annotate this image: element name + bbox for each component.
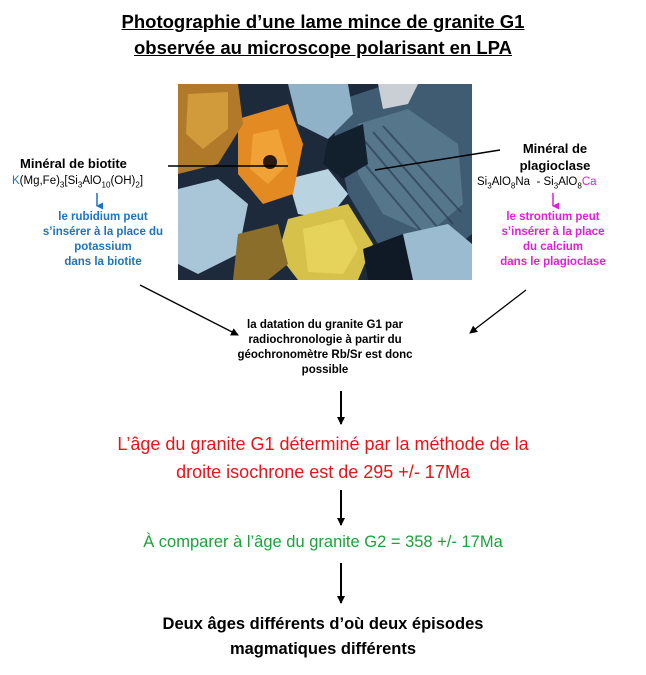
right-diagonal-arrow	[470, 290, 526, 333]
plagioclase-formula-part-4: AlO	[558, 176, 578, 188]
biotite-note-line-1: le rubidium peut	[58, 211, 148, 223]
plagioclase-formula-part-2: AlO	[491, 176, 511, 188]
biotite-formula-part-5: ]	[139, 175, 144, 187]
conclusion-line-1: Deux âges différents d’où deux épisodes	[162, 615, 484, 633]
plagioclase-label-line-1: Minéral de	[522, 141, 588, 156]
age-g1-line-2: droite isochrone est de 295 +/- 17Ma	[176, 462, 470, 482]
plagioclase-formula-ca: Ca	[581, 176, 597, 188]
biotite-note-line-4: dans la biotite	[64, 256, 142, 268]
biotite-formula-part-4: (OH)	[110, 175, 136, 187]
plagioclase-formula-sub-4: 8	[577, 181, 582, 191]
plagioclase-note-line-4: dans le plagioclase	[500, 256, 606, 268]
biotite-note-line-2: s’insérer à la place du	[42, 226, 164, 238]
biotite-formula-part-1: (Mg,Fe)	[19, 175, 60, 187]
biotite-formula-part-3: AlO	[82, 175, 102, 187]
biotite-formula-k: K	[12, 175, 20, 187]
biotite-formula-part-2: [Si	[64, 175, 78, 187]
age-g2-text: À comparer à l’âge du granite G2 = 358 +/- 17Ma	[143, 533, 503, 551]
plagioclase-label-line-2: plagioclase	[519, 158, 591, 173]
dating-line-4: possible	[301, 364, 349, 376]
plagioclase-note-line-2: s’insérer à la place	[501, 226, 605, 238]
plagioclase-formula-sub-1: 3	[487, 181, 492, 191]
plagioclase-note-line-3: du calcium	[522, 241, 584, 253]
plagioclase-pointer-line	[375, 150, 500, 170]
dating-line-1: la datation du granite G1 par	[247, 319, 403, 331]
biotite-note-line-3: potassium	[74, 241, 132, 253]
left-diagonal-arrow	[140, 285, 238, 335]
conclusion-line-2: magmatiques différents	[229, 640, 417, 658]
biotite-label: Minéral de biotite	[20, 156, 127, 171]
dating-line-3: géochronomètre Rb/Sr est donc	[237, 349, 413, 361]
age-g1-line-1: L’âge du granite G1 déterminé par la méthode de la	[117, 434, 529, 454]
dating-line-2: radiochronologie à partir du	[248, 334, 402, 346]
biotite-formula-sub-4: 2	[135, 180, 140, 190]
biotite-formula-sub-3: 10	[101, 180, 111, 190]
plagioclase-formula-part-3: Na - Si	[515, 176, 554, 188]
plagioclase-formula-sub-2: 8	[510, 181, 516, 191]
plagioclase-formula-sub-3: 3	[553, 181, 559, 191]
plagioclase-note-line-1: le strontium peut	[506, 211, 600, 223]
title-line-1: Photographie d’une lame mince de granite G1	[121, 11, 525, 32]
biotite-formula-sub-2: 3	[77, 180, 83, 190]
title-line-2: observée au microscope polarisant en LPA	[133, 37, 512, 58]
plagioclase-formula-part-1: Si	[477, 176, 488, 188]
biotite-formula-sub-1: 3	[59, 180, 65, 190]
